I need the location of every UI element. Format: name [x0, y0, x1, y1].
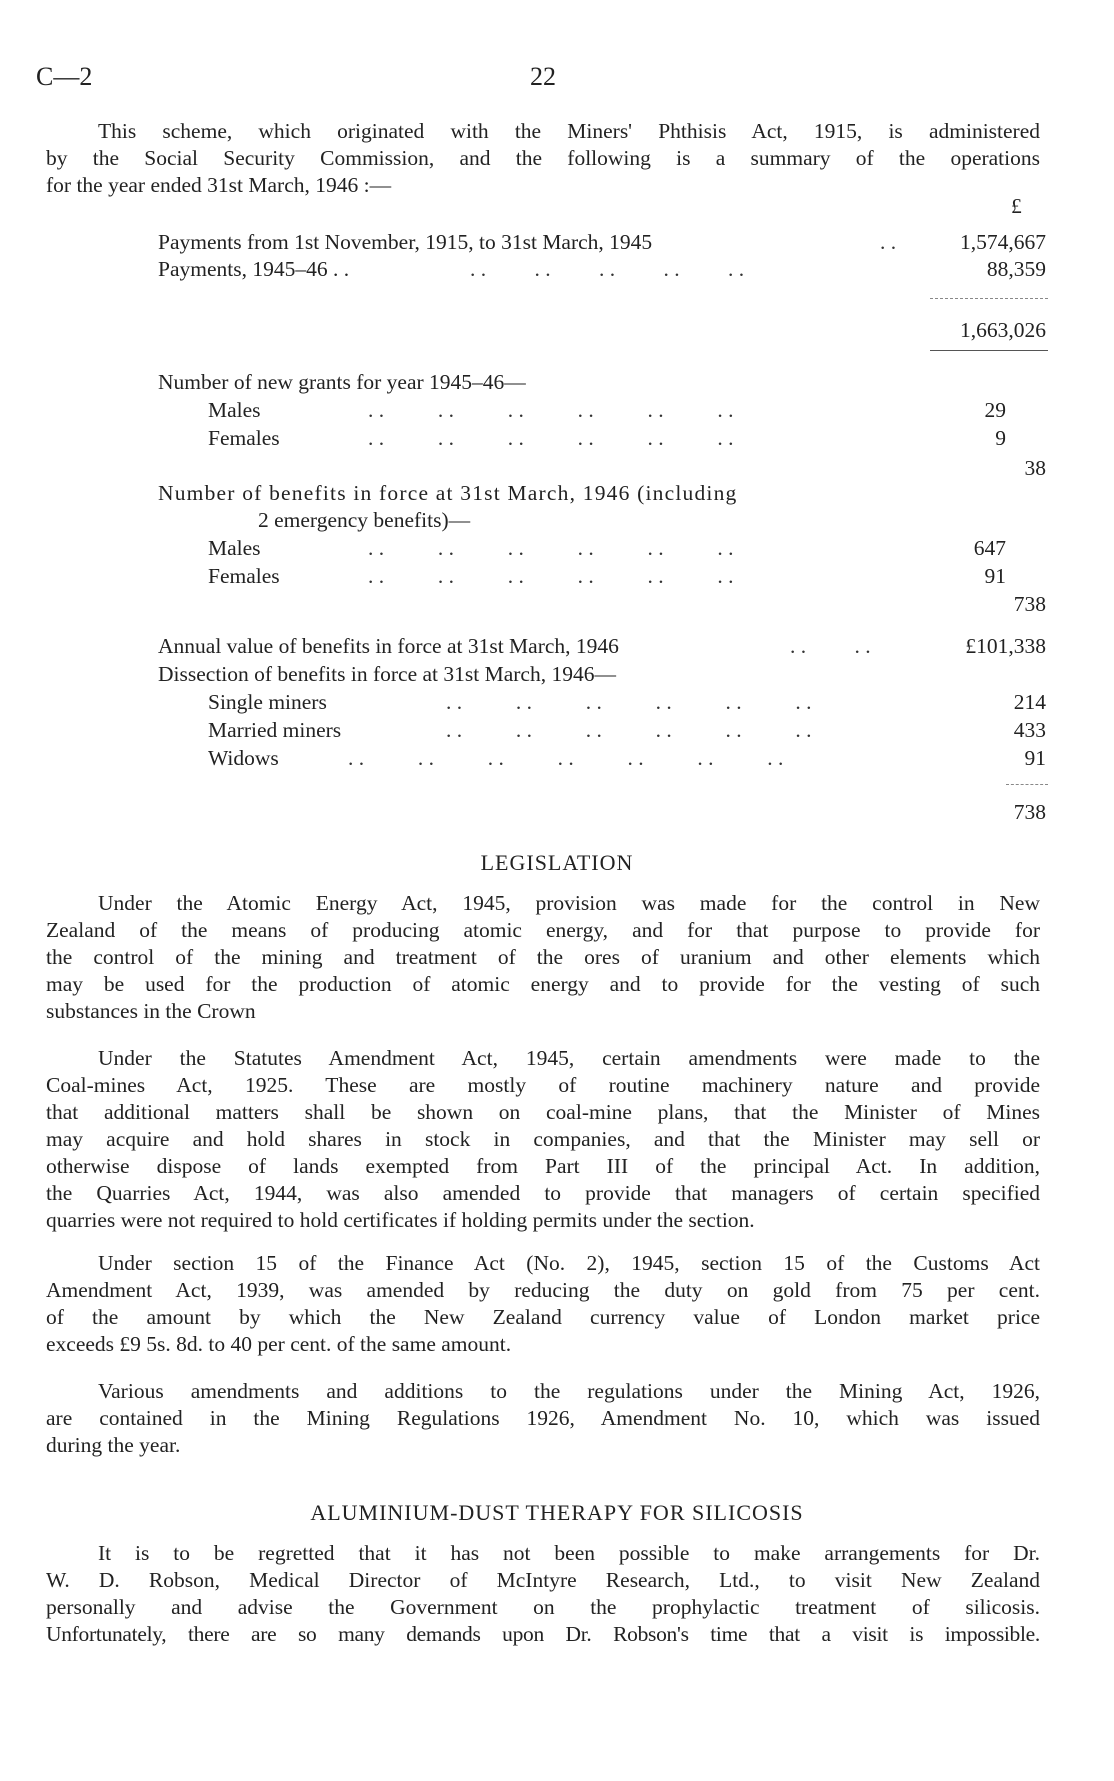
payments-row-label: Payments, 1945–46 . . — [158, 257, 350, 281]
paragraph-line: Various amendments and additions to the regulations under the Mining Act, 1926, — [98, 1379, 1040, 1403]
legislation-heading: LEGISLATION — [480, 850, 634, 875]
annual-value-label: Annual value of benefits in force at 31st March, 1946 — [158, 634, 619, 658]
dissection-heading: Dissection of benefits in force at 31st March, 1946— — [158, 662, 616, 686]
benefits-total: 738 — [1013, 592, 1046, 616]
benefits-heading-line2: 2 emergency benefits)— — [258, 508, 471, 532]
paragraph-line: Unfortunately, there are so many demands upon Dr. Robson's time that a visit is impossible. — [46, 1622, 1040, 1646]
paragraph-line: Zealand of the means of producing atomic energy, and for that purpose to provide for — [46, 918, 1040, 942]
leader-dots: . . . . . . . . . . . . . . — [348, 746, 784, 770]
intro-line: This scheme, which originated with the Miners' Phthisis Act, 1915, is administered — [98, 119, 1040, 143]
intro-line: by the Social Security Commission, and the following is a summary of the operations — [46, 146, 1040, 170]
paragraph-line: Under section 15 of the Finance Act (No. 2), 1945, section 15 of the Customs Act — [98, 1251, 1040, 1275]
leader-dots: . . — [880, 230, 897, 254]
paragraph-line: may be used for the production of atomic energy and to provide for the vesting of such — [46, 972, 1040, 996]
grants-total: 38 — [1024, 456, 1046, 480]
paragraph-line: are contained in the Mining Regulations 1926, Amendment No. 10, which was issued — [46, 1406, 1040, 1430]
grants-row-label: Females — [208, 426, 280, 450]
legislation-paragraph-3 — [46, 1250, 1040, 1358]
grants-row-label: Males — [208, 398, 261, 422]
leader-dots: . . . . . . . . . . . . — [368, 564, 734, 588]
leader-dots: . . . . — [790, 634, 871, 658]
paragraph-line: exceeds £9 5s. 8d. to 40 per cent. of the same amount. — [46, 1332, 512, 1356]
paragraph-line: of the amount by which the New Zealand currency value of London market price — [46, 1305, 1040, 1329]
payments-row-value: 1,574,667 — [960, 230, 1046, 254]
payments-total: 1,663,026 — [960, 318, 1046, 342]
aluminium-paragraph — [46, 1540, 1040, 1648]
dissection-row-label: Married miners — [208, 718, 342, 742]
report-code: C—2 — [36, 62, 93, 91]
paragraph-line: Under the Statutes Amendment Act, 1945, certain amendments were made to the — [98, 1046, 1040, 1070]
paragraph-line: otherwise dispose of lands exempted from Part III of the principal Act. In addition, — [46, 1154, 1040, 1178]
dissection-total: 738 — [1013, 800, 1046, 824]
paragraph-line: personally and advise the Government on the prophylactic treatment of silicosis. — [46, 1595, 1040, 1619]
dissection-row-label: Widows — [208, 746, 279, 770]
legislation-paragraph-4 — [46, 1378, 1040, 1459]
paragraph-line: may acquire and hold shares in stock in companies, and that the Minister may sell or — [46, 1127, 1040, 1151]
legislation-paragraph-1 — [46, 890, 1040, 1025]
annual-value: £101,338 — [965, 634, 1046, 658]
paragraph-line: W. D. Robson, Medical Director of McIntyre Research, Ltd., to visit New Zealand — [46, 1568, 1040, 1592]
paragraph-line: Amendment Act, 1939, was amended by reducing the duty on gold from 75 per cent. — [46, 1278, 1040, 1302]
paragraph-line: the Quarries Act, 1944, was also amended to provide that managers of certain specified — [46, 1181, 1040, 1205]
legislation-paragraph-2 — [46, 1045, 1040, 1234]
currency-symbol: £ — [1011, 194, 1022, 218]
aluminium-heading: ALUMINIUM-DUST THERAPY FOR SILICOSIS — [310, 1500, 804, 1525]
leader-dots: . . . . . . . . . . — [470, 257, 745, 281]
dissection-row-value: 91 — [1024, 746, 1046, 770]
subtotal-rule — [930, 298, 1048, 300]
benefits-heading-line1: Number of benefits in force at 31st March, 1946 (including — [158, 481, 738, 505]
paragraph-line: during the year. — [46, 1433, 181, 1457]
grants-row-value: 9 — [995, 426, 1006, 450]
leader-dots: . . . . . . . . . . . . — [368, 536, 734, 560]
benefits-row-value: 91 — [984, 564, 1006, 588]
dissection-row-value: 433 — [1013, 718, 1046, 742]
paragraph-line: that additional matters shall be shown on coal-mine plans, that the Minister of Mines — [46, 1100, 1040, 1124]
subtotal-rule — [1006, 784, 1048, 786]
benefits-row-value: 647 — [973, 536, 1006, 560]
paragraph-line: It is to be regretted that it has not been possible to make arrangements for Dr. — [98, 1541, 1040, 1565]
payments-row-value: 88,359 — [986, 257, 1046, 281]
leader-dots: . . . . . . . . . . . . — [368, 398, 734, 422]
paragraph-line: the control of the mining and treatment of the ores of uranium and other elements which — [46, 945, 1040, 969]
page-number: 22 — [530, 62, 556, 91]
benefits-row-label: Females — [208, 564, 280, 588]
dissection-row-value: 214 — [1013, 690, 1046, 714]
paragraph-line: Under the Atomic Energy Act, 1945, provision was made for the control in New — [98, 891, 1040, 915]
leader-dots: . . . . . . . . . . . . — [446, 718, 812, 742]
payments-row-label: Payments from 1st November, 1915, to 31st March, 1945 — [158, 230, 653, 254]
benefits-row-label: Males — [208, 536, 261, 560]
paragraph-line: substances in the Crown — [46, 999, 256, 1023]
dissection-row-label: Single miners — [208, 690, 327, 714]
grants-heading: Number of new grants for year 1945–46— — [158, 370, 526, 394]
paragraph-line: Coal-mines Act, 1925. These are mostly of routine machinery nature and provide — [46, 1073, 1040, 1097]
leader-dots: . . . . . . . . . . . . — [446, 690, 812, 714]
grants-row-value: 29 — [984, 398, 1006, 422]
intro-paragraph — [46, 118, 1040, 199]
total-rule — [930, 350, 1048, 351]
paragraph-line: quarries were not required to hold certificates if holding permits under the section. — [46, 1208, 755, 1232]
intro-line: for the year ended 31st March, 1946 :— — [46, 173, 392, 197]
leader-dots: . . . . . . . . . . . . — [368, 426, 734, 450]
